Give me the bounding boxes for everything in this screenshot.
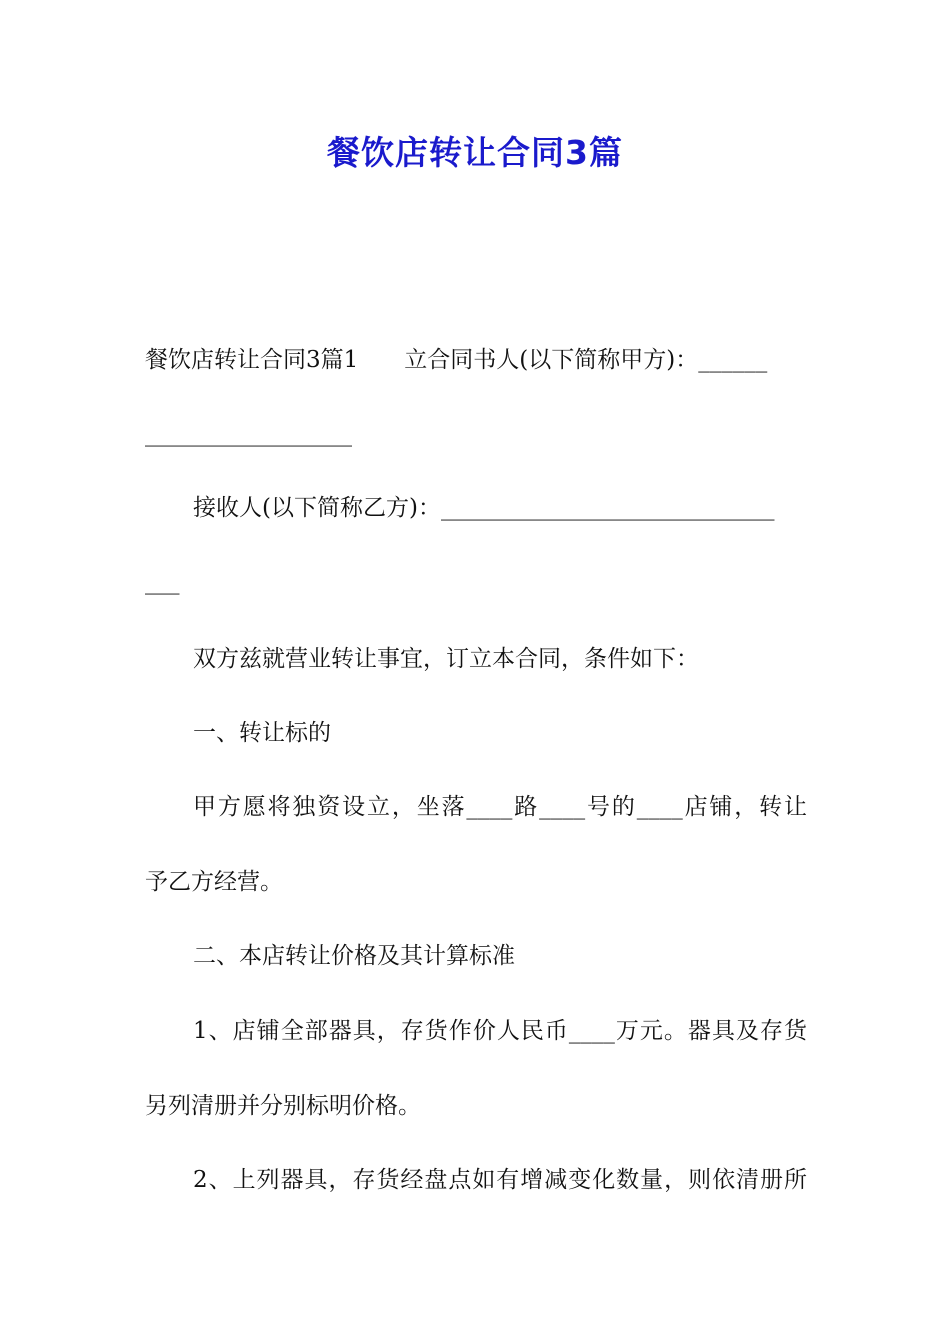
intro-line <box>145 345 807 375</box>
document-title: 餐饮店转让合同3篇 <box>327 133 623 172</box>
section-1-heading: 一、转让标的 <box>193 720 331 746</box>
party-a-label: 立合同书人(以下简称甲方)：______ <box>404 347 768 373</box>
party-b-line: 接收人(以下简称乙方)：_____________________________ <box>193 495 775 521</box>
item-1-line-1: 1、店铺全部器具，存货作价人民币____万元。器具及存货 <box>193 1018 807 1044</box>
party-a-continuation: __________________ <box>145 421 352 447</box>
item-1-line-2: 另列清册并分别标明价格。 <box>145 1093 421 1119</box>
heading-intro: 餐饮店转让合同3篇1 <box>145 347 359 373</box>
preamble-paragraph: 双方兹就营业转让事宜，订立本合同，条件如下： <box>193 646 699 672</box>
party-b-continuation: ___ <box>145 569 180 595</box>
section-1-body-line-1: 甲方愿将独资设立，坐落____路____号的____店铺，转让 <box>193 794 807 820</box>
section-1-body-line-2: 予乙方经营。 <box>145 869 283 895</box>
section-2-heading: 二、本店转让价格及其计算标准 <box>193 943 515 969</box>
item-2-line-1: 2、上列器具，存货经盘点如有增减变化数量，则依清册所 <box>193 1167 807 1193</box>
